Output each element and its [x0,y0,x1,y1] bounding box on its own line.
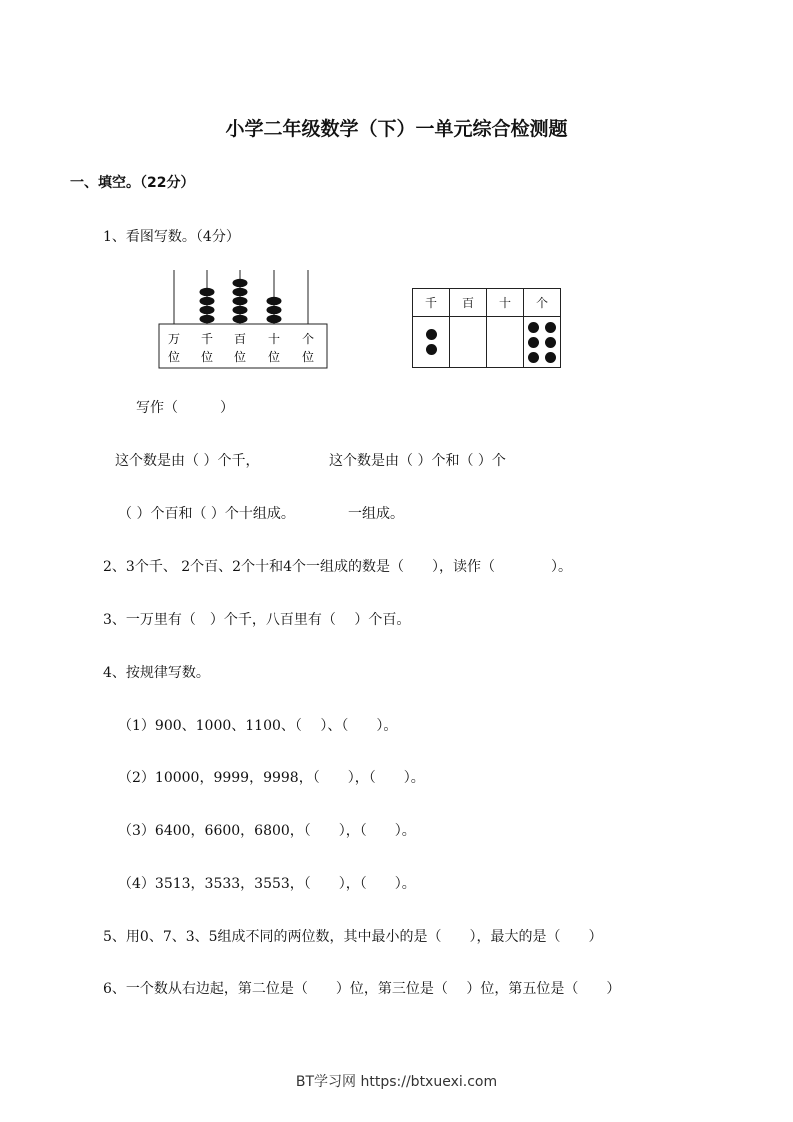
abacus-place-label: 位 [167,350,181,364]
question-4-item-3: （3）6400，6600，6800，（ ），（ ）。 [118,823,416,839]
table-cell-ones [524,317,561,368]
counting-dot [545,322,556,333]
abacus-place-label: 万 [167,332,181,346]
composition-line-a: 这个数是由（ ）个千， [115,453,260,469]
abacus-bead [233,297,248,306]
abacus-bead [200,315,215,324]
abacus-figure [150,262,340,374]
abacus-bead [267,315,282,324]
abacus-place-label: 位 [267,350,281,364]
counting-dot [528,322,539,333]
counting-dot [426,329,437,340]
counting-dot [545,352,556,363]
abacus-place-label: 百 [233,332,247,346]
counting-dot [426,344,437,355]
table-cell-thousands [413,317,450,368]
abacus-place-label: 位 [301,350,315,364]
table-header-thousands: 千 [413,289,450,317]
question-4-item-4: （4）3513，3533，3553，（ ），（ ）。 [118,876,416,892]
question-6: 6、一个数从右边起，第二位是（ ）位，第三位是（ ）位，第五位是（ ） [103,981,621,997]
composition-line-c: （ ）个百和（ ）个十组成。 [118,506,295,522]
counting-dot [545,337,556,348]
counting-dot [528,337,539,348]
abacus-place-label: 个 [301,332,315,346]
abacus-labels [168,331,314,364]
question-5: 5、用0、7、3、5组成不同的两位数，其中最小的是（ ），最大的是（ ） [103,929,603,945]
abacus-beads [200,279,282,324]
abacus-bead [233,288,248,297]
question-4-item-2: （2）10000，9999，9998，（ ），（ ）。 [118,770,425,786]
question-1-heading: 1、看图写数。（4分） [103,229,240,245]
abacus-place-label: 千 [200,332,214,346]
dots-thousands [421,327,441,357]
table-cell-tens [487,317,524,368]
composition-line-d: 一组成。 [348,506,404,522]
counting-dot [528,352,539,363]
abacus-bead [200,306,215,315]
table-header-ones: 个 [524,289,561,317]
table-header-hundreds: 百 [450,289,487,317]
place-value-table [412,288,561,368]
abacus-bead [267,297,282,306]
abacus-bead [233,315,248,324]
write-as-line: 写作（ ） [136,400,234,416]
abacus-place-label: 位 [233,350,247,364]
footer-site-link[interactable]: BT学习网 https://btxuexi.com [295,1074,498,1090]
question-3: 3、一万里有（ ）个千，八百里有（ ）个百。 [103,612,411,628]
abacus-bead [200,288,215,297]
abacus-bead [200,297,215,306]
abacus-bead [267,306,282,315]
section-heading-fill-in: 一、填空。（22分） [70,175,195,191]
composition-line-b: 这个数是由（ ）个和（ ）个 [329,453,506,469]
question-4-heading: 4、按规律写数。 [103,665,210,681]
question-4-item-1: （1）900、1000、1100、（ ）、（ ）。 [118,718,398,734]
dots-ones [524,320,560,365]
page-title: 小学二年级数学（下）一单元综合检测题 [225,118,568,140]
abacus-bead [233,279,248,288]
table-cell-hundreds [450,317,487,368]
abacus-place-label: 十 [267,332,281,346]
table-header-tens: 十 [487,289,524,317]
question-2: 2、3个千、 2个百、2个十和4个一组成的数是（ ），读作（ ）。 [103,559,572,575]
abacus-bead [233,306,248,315]
abacus-place-label: 位 [200,350,214,364]
